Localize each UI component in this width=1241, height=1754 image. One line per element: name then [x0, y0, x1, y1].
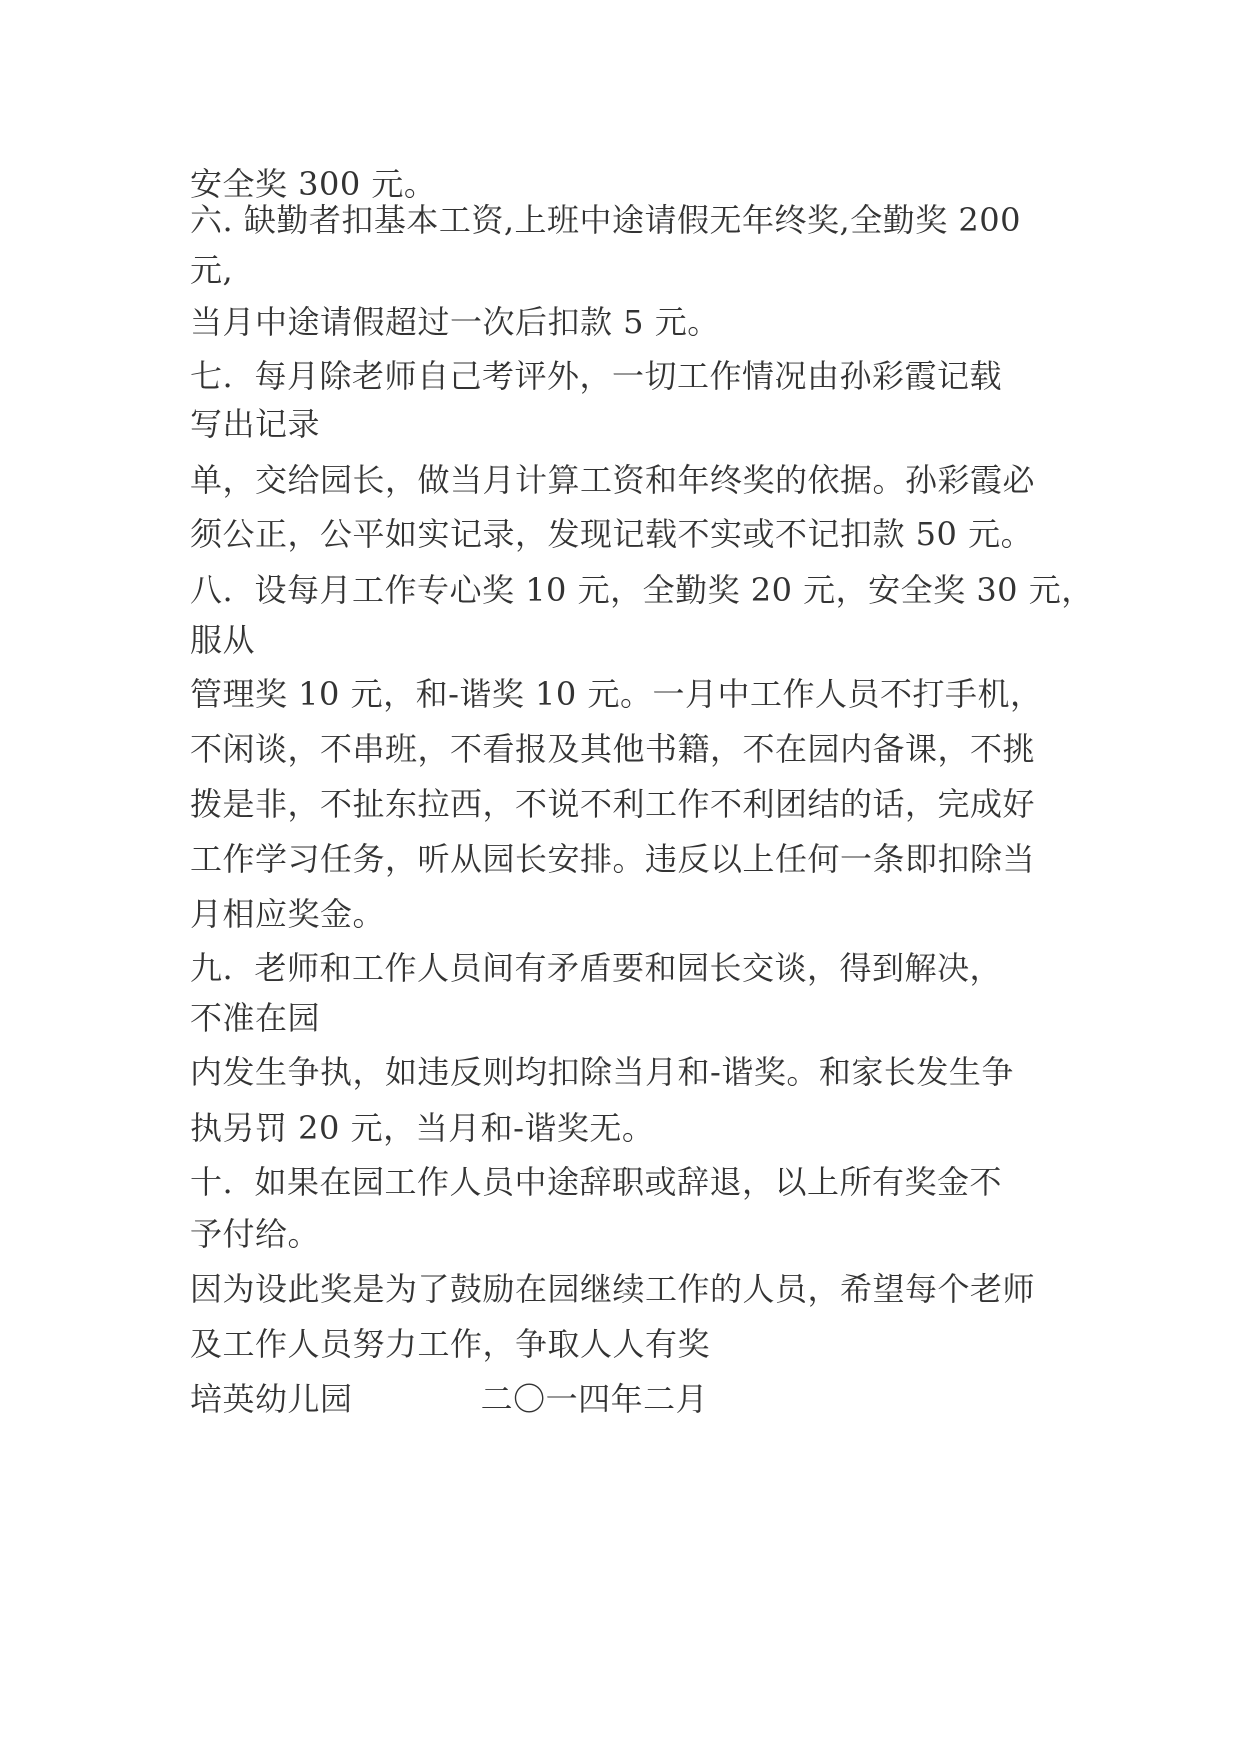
text-line: 安全奖 300 元。 — [190, 165, 437, 203]
text-line: 予付给。 — [190, 1215, 321, 1253]
text-line: 九. 老师和工作人员间有矛盾要和园长交谈，得到解决， — [190, 949, 1003, 987]
text-line: 内发生争执，如违反则均扣除当月和-谐奖。和家长发生争 — [190, 1053, 1014, 1091]
text-line: 服从 — [190, 621, 256, 659]
text-line: 管理奖 10 元，和-谐奖 10 元。一月中工作人员不打手机， — [190, 675, 1043, 713]
text-line: 七. 每月除老师自己考评外，一切工作情况由孙彩霞记载 — [190, 357, 1003, 395]
text-line: 八. 设每月工作专心奖 10 元，全勤奖 20 元，安全奖 30 元， — [190, 571, 1094, 609]
text-line: 培英幼儿园 二〇一四年二月 — [190, 1380, 709, 1418]
text-line: 元, — [190, 251, 234, 289]
text-line: 单，交给园长，做当月计算工资和年终奖的依据。孙彩霞必 — [190, 461, 1036, 499]
text-line: 当月中途请假超过一次后扣款 5 元。 — [190, 303, 720, 341]
text-line: 写出记录 — [190, 405, 321, 443]
text-line: 及工作人员努力工作，争取人人有奖 — [190, 1325, 711, 1363]
text-line: 不准在园 — [190, 999, 321, 1037]
text-line: 执另罚 20 元，当月和-谐奖无。 — [190, 1109, 655, 1147]
text-line: 须公正，公平如实记录，发现记载不实或不记扣款 50 元。 — [190, 515, 1034, 553]
text-line: 十. 如果在园工作人员中途辞职或辞退，以上所有奖金不 — [190, 1163, 1003, 1201]
text-line: 六. 缺勤者扣基本工资,上班中途请假无年终奖,全勤奖 200 — [190, 201, 1021, 239]
text-line: 不闲谈，不串班，不看报及其他书籍，不在园内备课，不挑 — [190, 730, 1036, 768]
text-line: 因为设此奖是为了鼓励在园继续工作的人员，希望每个老师 — [190, 1270, 1036, 1308]
text-line: 工作学习任务，听从园长安排。违反以上任何一条即扣除当 — [190, 840, 1036, 878]
text-line: 月相应奖金。 — [190, 895, 386, 933]
text-line: 拨是非，不扯东拉西，不说不利工作不利团结的话，完成好 — [190, 785, 1036, 823]
